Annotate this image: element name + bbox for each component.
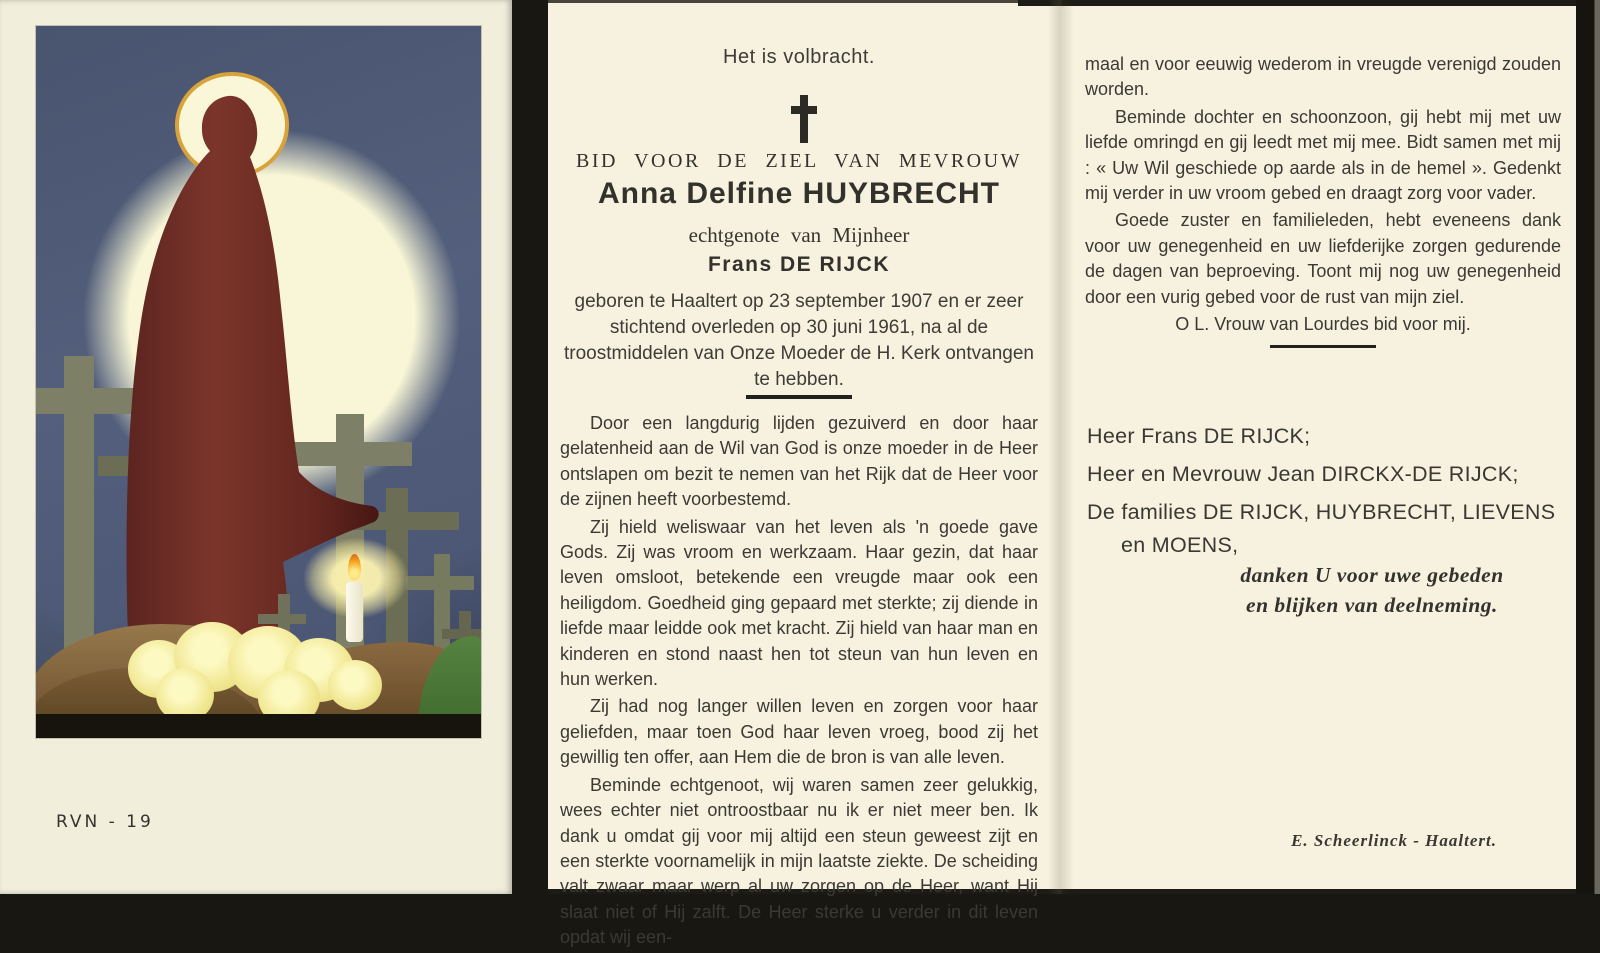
candle-icon [346, 582, 363, 642]
holy-card-front [0, 0, 512, 894]
mourner-line: en MOENS, [1121, 533, 1239, 557]
paragraph: Goede zuster en familieleden, hebt eveneens dank voor uw genegenheid en uw liefderijke zorgen gedurende de dagen van beproeving. Toont mij nog uw genegenheid door een vurig gebed voor de rust van mijn ziel. [1085, 210, 1561, 307]
paragraph: Beminde echtgenoot, wij waren samen zeer gelukkig, wees echter niet ontroostbaar nu ik er niet meer ben. Ik dank u omdat gij voor mij altijd een steun geweest zijt en een sterkte voornamelijk in mijn laatste ziekte. De scheiding valt zwaar maar werp al uw zorgen op de Heer, want Hij slaat niet of Hij zalft. De Heer sterke u verder in dit leven opdat wij een- [560, 774, 1038, 948]
prayer-card-spread [548, 0, 1600, 948]
card-edge [1576, 0, 1600, 894]
memorial-illustration [36, 26, 481, 738]
paragraph: Zij hield weliswaar van het leven als 'n goede gave Gods. Zij was vroom en werkzaam. Haar gezin, dat haar leven omsloot, betekende een vreugde maar ook een heiligdom. Goedheid ging gepaard met sterkte; zij diende in liefde maar leidde ook met kracht. Zij hield van haar man en kinderen en stond naast hen tot steun van hun leven en hun werken. [560, 516, 1038, 690]
deceased-name: Anna Delfine HUYBRECHT [597, 177, 1001, 210]
section-divider [746, 395, 852, 399]
motto: Het is volbracht. [723, 46, 875, 68]
prayer-card-right-page [1085, 0, 1561, 894]
candle-flame-icon [348, 554, 361, 580]
card-fold [1048, 0, 1074, 894]
intro-line: BID VOOR DE ZIEL VAN MEVROUW [576, 150, 1022, 172]
latin-cross-icon [787, 95, 821, 143]
spouse-name: Frans DE RIJCK [707, 253, 891, 276]
printer-credit: E. Scheerlinck - Haaltert. [1291, 831, 1497, 850]
paragraph: Zij had nog langer willen leven en zorgen voor haar geliefden, maar toen God haar leven vroeg, bood zij het gewillig ten offer, aan Hem die de bron is van alle leven. [560, 696, 1038, 768]
section-divider [1270, 345, 1376, 348]
prayer-text [1085, 52, 1561, 348]
illustration-ground-line [36, 714, 481, 738]
paragraph: Beminde dochter en schoonzoon, gij hebt mij met uw liefde omringd en gij leedt met mij mee. Bidt samen met mij : « Uw Wil geschiede op aarde als in de hemel ». Gedenkt mij verder in uw vroom gebed en draagt zorg voor vader. [1085, 106, 1561, 204]
prayer-text [560, 411, 1038, 953]
relation-line: echtgenote van Mijnheer [688, 223, 910, 247]
invocation-line: O L. Vrouw van Lourdes bid voor mij. [1175, 314, 1471, 335]
vital-record: geboren te Haaltert op 23 september 1907 en er zeer stichtend overleden op 30 juni 1961, na al de troostmiddelen van Onze Moeder de H. Kerk ontvangen te hebben. [564, 291, 1034, 390]
thanks-note [1197, 560, 1547, 620]
paragraph: maal en voor eeuwig wederom in vreugde verenigd zouden worden. [1085, 54, 1561, 100]
mourner-line: De families DE RIJCK, HUYBRECHT, LIEVENS [1087, 500, 1556, 524]
thanks-line: en blijken van deelneming. [1246, 593, 1498, 617]
prayer-card-left-page [560, 0, 1038, 948]
mourner-line: Heer en Mevrouw Jean DIRCKX-DE RIJCK; [1087, 462, 1519, 486]
paragraph: Door een langdurig lijden gezuiverd en door haar gelatenheid aan de Wil van God is onze moeder in de Heer ontslapen om bezit te nemen van het Rijk dat de Heer voor de zijnen heeft voorbestemd. [560, 413, 1038, 510]
thanks-line: danken U voor uwe gebeden [1240, 563, 1504, 587]
acknowledgement-names [1087, 420, 1563, 562]
mourner-line: Heer Frans DE RIJCK; [1087, 424, 1311, 448]
artist-code: RVN - 19 [56, 812, 154, 832]
